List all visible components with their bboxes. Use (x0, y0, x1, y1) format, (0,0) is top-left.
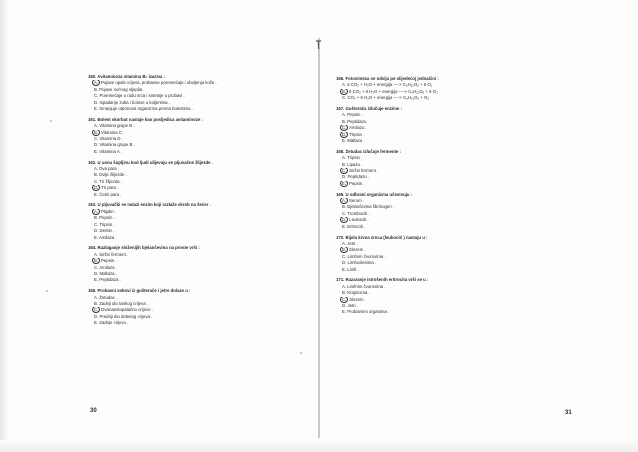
answer-option-text: D. Peptidazu . (342, 174, 369, 180)
scan-speck (50, 120, 52, 122)
answer-option-text: A. Jetri . (342, 240, 358, 246)
scan-speck (300, 352, 302, 354)
answer-option (88, 149, 318, 155)
answer-option-text: D. Maltaza . (94, 270, 117, 276)
question-block (336, 76, 566, 102)
answer-option-text: A. Ptijalin . (94, 208, 117, 214)
right-page-questions (336, 76, 566, 320)
answer-option-text: C. Slezeni . (342, 296, 366, 302)
question-title: 166. Fotosinteza se odvija po slijedećoj jednačini : (336, 76, 439, 81)
answer-option (88, 192, 318, 198)
answer-option-text: A. Limfnim čvorovima . (342, 283, 386, 289)
answer-option-text: A. Siršni ferment . (94, 251, 129, 257)
answer-option-text: A. Vitamina grupe B . (94, 123, 135, 129)
answer-option-text: B. Pepsin . (94, 215, 115, 221)
answer-option (336, 95, 566, 101)
question-title: 163. U pljuvački se nalazi enzim koji razlaže skrob na šećer . (88, 202, 211, 208)
answer-option-text: B. Pojave noćnog sljepila . (94, 86, 145, 92)
question-title: 171. Razaranje istrošenih eritrocita vrši se u : (336, 277, 429, 283)
answer-option-text: B. Lipazu . (342, 161, 363, 167)
answer-option (88, 235, 318, 241)
answer-option-text: E. Peptidaza . (94, 277, 121, 283)
answer-option-text: C. Amilaza . (94, 264, 117, 270)
answer-option-text: C. Limfnim čvorovima . (342, 253, 386, 259)
question-title: 165. Probavni sokovi iz gušterače i jetre dolaze u : (88, 288, 191, 294)
answer-option-text: B. Slezeni . (342, 247, 366, 253)
answer-option (88, 320, 318, 326)
question-block (336, 235, 566, 273)
answer-option-text: D. Leukociti . (342, 217, 369, 223)
question-block (88, 202, 318, 240)
answer-option-text: A. 6 CO₂ + H₂O + energija ----> C₆H₁₂O₆ + 6 O₂ (342, 82, 433, 88)
answer-option-text: E. Vitamina A . (94, 148, 122, 154)
question-block (88, 288, 318, 326)
question-block (336, 149, 566, 187)
book-spine (318, 38, 320, 438)
answer-option-text: D. Ispadanje zuba i bolove u koljenima . (94, 99, 170, 105)
answer-option-text: D. Dentin . (94, 228, 115, 234)
answer-option-text: A. Pojave upale crijeva, probavne poremećaje i oboljenja kože . (94, 80, 217, 86)
answer-option-text: C. Trombociti . (342, 210, 370, 216)
answer-option-text: C. Tri žlijezde . (94, 178, 123, 184)
question-title: 169. U odbrani organizma učestvuju : (336, 191, 413, 197)
answer-option-text: E. Smanjuje otpornost organizma prema bolestima . (94, 106, 193, 112)
answer-option-text: A. Tripsin . (342, 155, 363, 161)
question-title: 161. Bolest skorbut nastaje kao posljedica avitaminoze : (88, 116, 203, 122)
answer-option (336, 267, 566, 273)
question-title: 170. Bijela krvna zrnca (leukociti ) nastaju u : (336, 234, 428, 240)
answer-option-text: B. Pepsin . (94, 258, 117, 264)
answer-option-text: B. Bjelančevina fibrinogen . (342, 204, 395, 210)
answer-option-text: B. Dvije žlijezde . (94, 172, 127, 178)
answer-option-text: D. Tri para . (94, 185, 119, 191)
page-edge-shadow (0, 0, 8, 452)
answer-option-text: E. Probavnim organima . (342, 309, 390, 315)
answer-option (336, 309, 566, 315)
answer-option-text: D. Jetri . (342, 302, 358, 308)
answer-option-text: B. Krajnicima . (342, 290, 370, 296)
answer-option (336, 224, 566, 230)
question-block (88, 117, 318, 155)
answer-option (88, 277, 318, 283)
question-title: 162. U usnu šupljinu kod ljudi ulijevaju se pljuvačne žlijezde . (88, 159, 213, 165)
answer-option-text: B. 6 CO₂ + 6 H₂O + energija ----> C₆H₁₂O₆ + 6 O₂ (342, 88, 438, 94)
answer-option-text: D. Limfocitesima . (342, 260, 377, 266)
question-block (336, 277, 566, 315)
answer-option-text: D. Tripsin . (342, 131, 365, 137)
answer-option-text: D. Prednji dio debelog crijeva . (94, 313, 153, 319)
answer-option-text: B. Zadnji dio tankog crijeva . (94, 300, 148, 306)
question-block (336, 106, 566, 144)
answer-option-text: C. Tripsin . (94, 221, 115, 227)
answer-option-text: C. Siršni ferment . (342, 168, 379, 174)
right-page-number: 31 (565, 410, 572, 416)
question-block (88, 160, 318, 198)
question-title: 164. Razlaganje složenijih bjelančevina na proste vrši : (88, 245, 200, 251)
question-block (88, 74, 318, 112)
answer-option-text: E. Limfi . (342, 266, 359, 272)
answer-option-text: E. Pepsin . (342, 180, 365, 186)
answer-option-circled (336, 181, 566, 187)
answer-option-text: A. Žetudac . (94, 294, 118, 300)
scan-speck (46, 290, 48, 292)
answer-option-text: E. Maltazu . (342, 138, 365, 144)
question-block (336, 192, 566, 230)
answer-option-text: E. Eritrociti . (342, 223, 366, 229)
answer-option-text: B. Vitamina C . (94, 129, 125, 135)
answer-option-text: A. Dva para . (94, 166, 120, 172)
answer-option-text: D. Vitamina grupe B . (94, 142, 135, 148)
answer-option (88, 106, 318, 112)
answer-option (336, 138, 566, 144)
answer-option-text: E. Četiri para . (94, 191, 122, 197)
question-title: 167. Gušterača izlučuje enzime : (336, 106, 402, 112)
answer-option-text: B. Peptidazu . (342, 118, 369, 124)
answer-option-text: E. Zadnje crijevo . (94, 320, 129, 326)
spine-staple-mark (315, 40, 322, 50)
question-title: 160. Avitaminoza vitamina B₂ izaziva : (88, 74, 166, 79)
page-bottom-edge (0, 440, 638, 452)
answer-option-text: C. Vitamina D . (94, 136, 123, 142)
answer-option-text: A. Pepsin . (342, 112, 363, 118)
left-page-number: 30 (90, 408, 97, 414)
question-block (88, 245, 318, 283)
left-page-questions (88, 74, 318, 331)
question-title: 168. Žetudac izlučuje fermente : (336, 148, 401, 154)
answer-option-text: E. Amilaza . (94, 234, 117, 240)
answer-option-text: C. Dvanaestopalačno crijevo . (94, 307, 153, 313)
answer-option-text: C. CO₂ + 6 H₂O + energija ----> C₆H₁₂O₆ + O₂ (342, 95, 430, 101)
answer-option-text: A. Serum . (342, 198, 365, 204)
answer-option-text: C. Poremećaje u radu srca i smetnje u probavi . (94, 93, 185, 99)
answer-option-text: C. Amilazu . (342, 125, 367, 131)
